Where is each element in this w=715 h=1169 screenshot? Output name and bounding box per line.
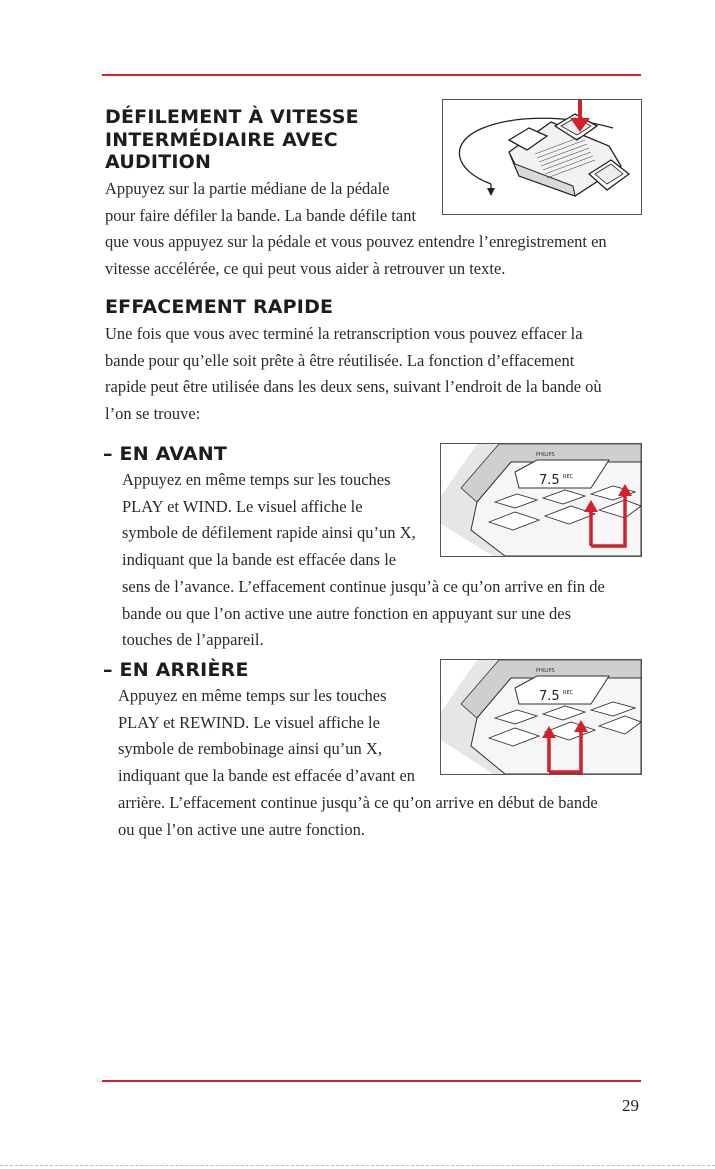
device-figure-rewind (440, 659, 642, 775)
text-line: Appuyez en même temps sur les touches (122, 470, 391, 489)
foot-pedal-figure (442, 99, 642, 215)
page-number: 29 (622, 1096, 639, 1115)
brand-label: PHILIPS (536, 452, 555, 458)
bottom-rule (102, 1080, 641, 1082)
device-figure-wind (440, 443, 642, 557)
text-line: PLAY et WIND. Le visuel affiche le (122, 496, 363, 516)
text-line: vitesse accélérée, ce qui peut vous aider à retrouver un texte. (105, 259, 506, 279)
brand-label: PHILIPS (536, 668, 555, 674)
text-line: ou que l’on active une autre fonction. (118, 819, 365, 839)
page-edge (0, 1165, 715, 1169)
title-line: AUDITION (105, 151, 212, 173)
text-line: PLAY et REWIND. Le visuel affiche le (118, 712, 380, 732)
text-line: Une fois que vous avec terminé la retranscription vous pouvez effacer la (105, 324, 583, 343)
text-line: Appuyez en même temps sur les touches (118, 686, 387, 705)
text-line: l’on se trouve: (105, 404, 201, 424)
text-line: sens de l’avance. L’effacement continue jusqu’à ce qu’on arrive en fin de (122, 576, 605, 596)
text-line: Appuyez sur la partie médiane de la pédale (105, 179, 390, 198)
text-line: symbole de rembobinage ainsi qu’un X, (118, 739, 382, 759)
title-line: INTERMÉDIAIRE AVEC (105, 128, 338, 151)
display-unit: REC (563, 474, 574, 480)
section-title-effacement: EFFACEMENT RAPIDE (105, 296, 334, 318)
section-title-en-arriere: – EN ARRIÈRE (103, 659, 249, 681)
section-title-en-avant: – EN AVANT (103, 443, 228, 465)
text-line: touches de l’appareil. (122, 630, 264, 650)
display-readout: 7.5 (539, 689, 560, 704)
text-line: bande pour qu’elle soit prête à être réutilisée. La fonction d’effacement (105, 350, 575, 370)
section-text-effacement (105, 321, 602, 428)
text-line: symbole de défilement rapide ainsi qu’un X, (122, 523, 416, 543)
display-unit: REC (563, 690, 574, 696)
text-line: indiquant que la bande est effacée d’avant en (118, 766, 416, 786)
text-line: pour faire défiler la bande. La bande défile tant (105, 205, 417, 225)
text-line: rapide peut être utilisée dans les deux sens, suivant l’endroit de la bande où (105, 377, 602, 397)
title-line: DÉFILEMENT À VITESSE (105, 106, 359, 128)
top-rule (102, 74, 641, 76)
text-line: arrière. L’effacement continue jusqu’à ce qu’on arrive en début de bande (118, 792, 598, 812)
text-line: indiquant que la bande est effacée dans le (122, 550, 397, 570)
text-line: bande ou que l’on active une autre fonction en appuyant sur une des (122, 603, 572, 623)
section-title-defilement (105, 106, 359, 174)
display-readout: 7.5 (539, 473, 560, 488)
text-line: que vous appuyez sur la pédale et vous pouvez entendre l’enregistrement en (105, 232, 607, 252)
